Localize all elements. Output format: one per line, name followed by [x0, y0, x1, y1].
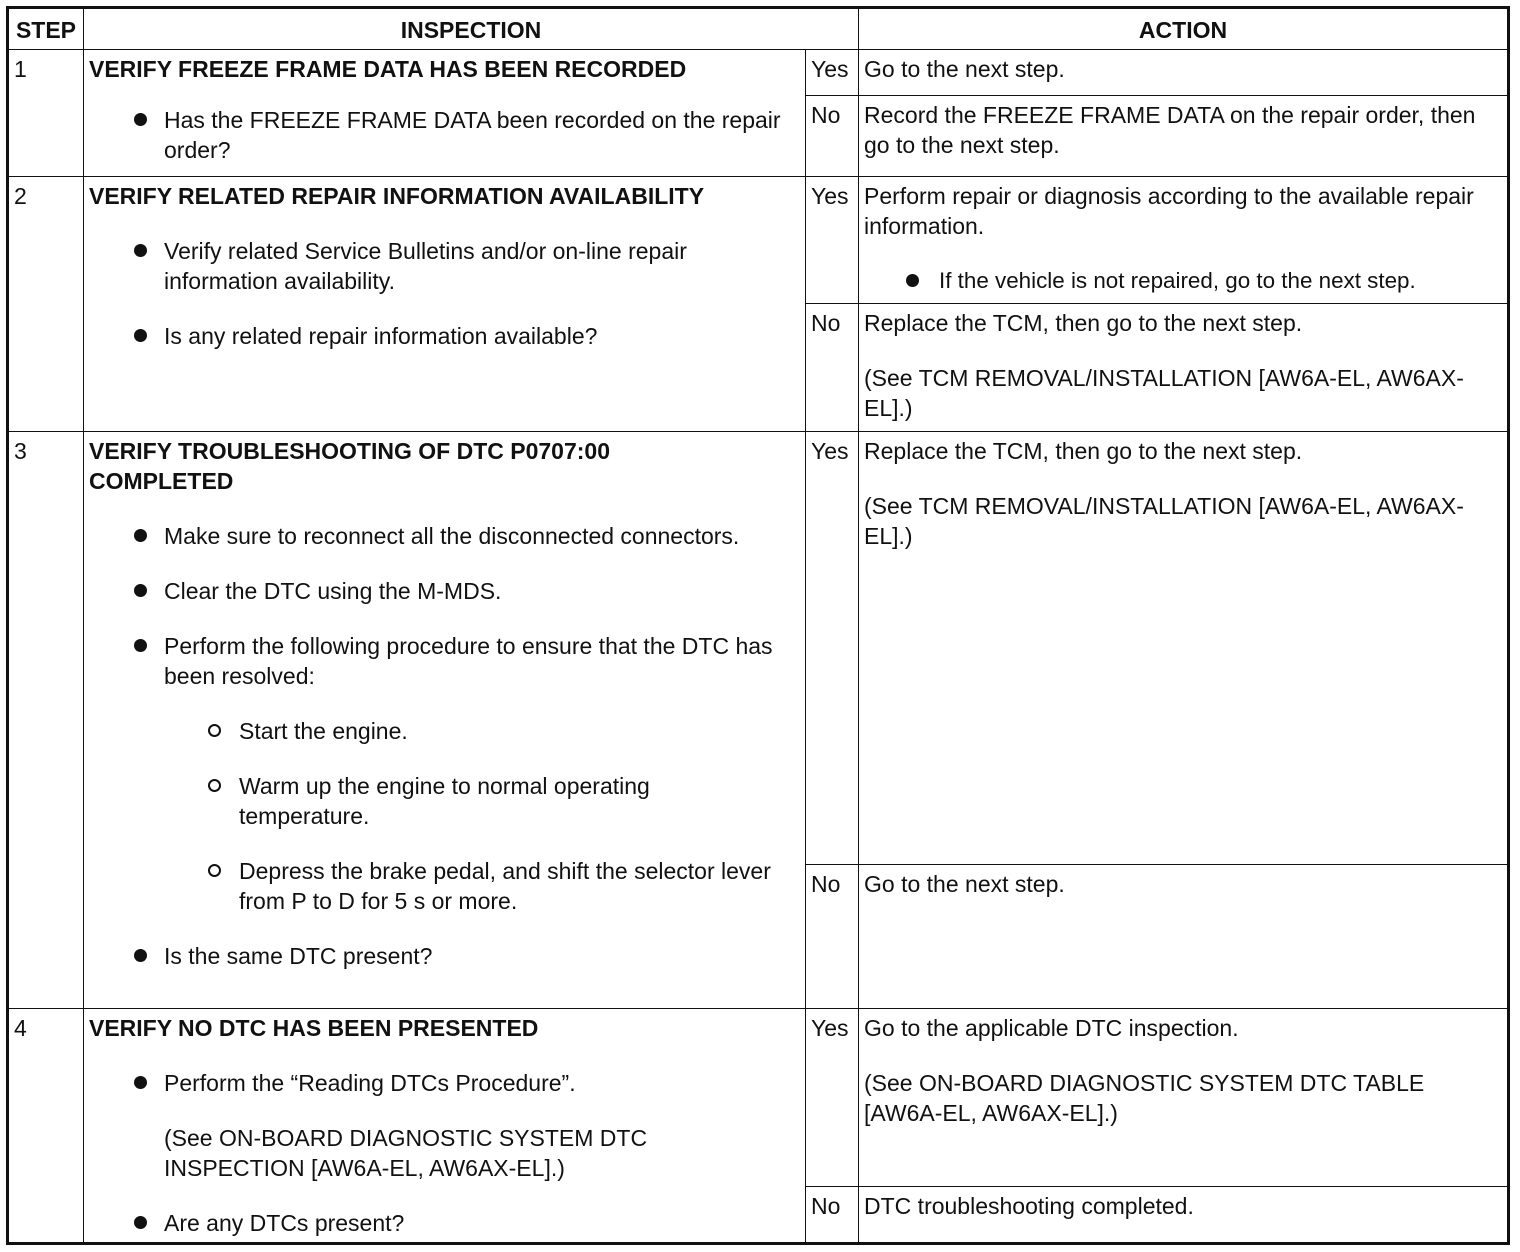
step-2-bullet-2: Is any related repair information available?	[89, 321, 800, 351]
step-1-no-label: No	[806, 96, 859, 177]
step-4-yes-text: Go to the applicable DTC inspection.	[864, 1015, 1239, 1041]
step-2-bullet-1: Verify related Service Bulletins and/or on-line repair information availability.	[89, 236, 800, 296]
header-row	[8, 8, 1509, 50]
step-3-no-label: No	[806, 865, 859, 1009]
step-2-number: 2	[8, 177, 84, 432]
step-4-yes-reference: (See ON-BOARD DIAGNOSTIC SYSTEM DTC TABLE [AW6A-EL, AW6AX-EL].)	[864, 1070, 1425, 1126]
step-2-no-text: Replace the TCM, then go to the next step.	[864, 310, 1303, 336]
step-2-yes-text: Perform repair or diagnosis according to the available repair information.	[864, 183, 1474, 239]
step-1-yes-text: Go to the next step.	[864, 56, 1065, 82]
step-4-inspection	[84, 1009, 806, 1244]
step-3-yes-reference: (See TCM REMOVAL/INSTALLATION [AW6A-EL, AW6AX-EL].)	[864, 493, 1464, 549]
step-1-title: VERIFY FREEZE FRAME DATA HAS BEEN RECORDED	[89, 56, 687, 82]
step-2-bullet-list	[89, 236, 800, 351]
step-2-no-reference: (See TCM REMOVAL/INSTALLATION [AW6A-EL, AW6AX-EL].)	[864, 365, 1464, 421]
step-2-yes-label: Yes	[806, 177, 859, 304]
step-1-bullet-1: Has the FREEZE FRAME DATA been recorded on the repair order?	[89, 105, 800, 165]
step-3-bullet-list	[89, 521, 800, 691]
step-1-number: 1	[8, 50, 84, 177]
step-4-no-action	[859, 1187, 1509, 1244]
step-3-sub-bullet-3: Depress the brake pedal, and shift the selector lever from P to D for 5 s or more.	[89, 856, 800, 916]
step-3-bullet-3: Perform the following procedure to ensure that the DTC has been resolved:	[89, 631, 800, 691]
step-1-yes-action	[859, 50, 1509, 96]
step-2-no-label: No	[806, 304, 859, 432]
step-3-title: VERIFY TROUBLESHOOTING OF DTC P0707:00 COMPLETED	[89, 438, 611, 494]
step-4-no-label: No	[806, 1187, 859, 1244]
step-2-yes-bullet: If the vehicle is not repaired, go to the next step.	[864, 266, 1502, 296]
step-3-yes-action	[859, 432, 1509, 865]
diagnostic-procedure-table	[6, 6, 1510, 1245]
step-2-inspection	[84, 177, 806, 432]
step-2-title: VERIFY RELATED REPAIR INFORMATION AVAILABILITY	[89, 183, 705, 209]
step-2-no-action	[859, 304, 1509, 432]
step-4-number: 4	[8, 1009, 84, 1244]
action-header: ACTION	[859, 8, 1509, 50]
step-4-bullet-reference: (See ON-BOARD DIAGNOSTIC SYSTEM DTC INSPECTION [AW6A-EL, AW6AX-EL].)	[164, 1125, 648, 1181]
step-3-final-bullet: Is the same DTC present?	[89, 941, 800, 971]
step-1-yes-row	[8, 50, 1509, 96]
step-4-bullet-1-text: Perform the “Reading DTCs Procedure”.	[164, 1070, 576, 1096]
step-3-yes-text: Replace the TCM, then go to the next step.	[864, 438, 1303, 464]
step-3-bullet-1: Make sure to reconnect all the disconnected connectors.	[89, 521, 800, 551]
step-3-sub-bullet-2: Warm up the engine to normal operating temperature.	[89, 771, 800, 831]
step-3-sub-bullet-1: Start the engine.	[89, 716, 800, 746]
step-3-inspection	[84, 432, 806, 1009]
step-2-yes-row	[8, 177, 1509, 304]
step-3-yes-row	[8, 432, 1509, 865]
step-1-bullet-list	[89, 105, 800, 165]
step-4-yes-row	[8, 1009, 1509, 1187]
step-3-no-text: Go to the next step.	[864, 871, 1065, 897]
diagnostic-procedure-sheet	[6, 6, 1510, 1245]
step-2-yes-bullet-list	[864, 266, 1502, 296]
step-1-inspection	[84, 50, 806, 177]
step-4-yes-label: Yes	[806, 1009, 859, 1187]
inspection-header: INSPECTION	[84, 8, 859, 50]
step-4-yes-action	[859, 1009, 1509, 1187]
step-3-number: 3	[8, 432, 84, 1009]
step-4-bullet-list	[89, 1068, 800, 1238]
step-1-no-text: Record the FREEZE FRAME DATA on the repair order, then go to the next step.	[864, 102, 1476, 158]
step-3-no-action	[859, 865, 1509, 1009]
step-1-no-action	[859, 96, 1509, 177]
step-4-bullet-1	[89, 1068, 800, 1183]
step-header: STEP	[8, 8, 84, 50]
step-3-final-bullet-list	[89, 941, 800, 971]
step-1-yes-label: Yes	[806, 50, 859, 96]
step-4-bullet-2: Are any DTCs present?	[89, 1208, 800, 1238]
step-4-no-text: DTC troubleshooting completed.	[864, 1193, 1194, 1219]
step-2-yes-action	[859, 177, 1509, 304]
step-3-yes-label: Yes	[806, 432, 859, 865]
step-4-title: VERIFY NO DTC HAS BEEN PRESENTED	[89, 1015, 539, 1041]
step-3-bullet-2: Clear the DTC using the M-MDS.	[89, 576, 800, 606]
step-3-sub-bullet-list	[89, 716, 800, 916]
